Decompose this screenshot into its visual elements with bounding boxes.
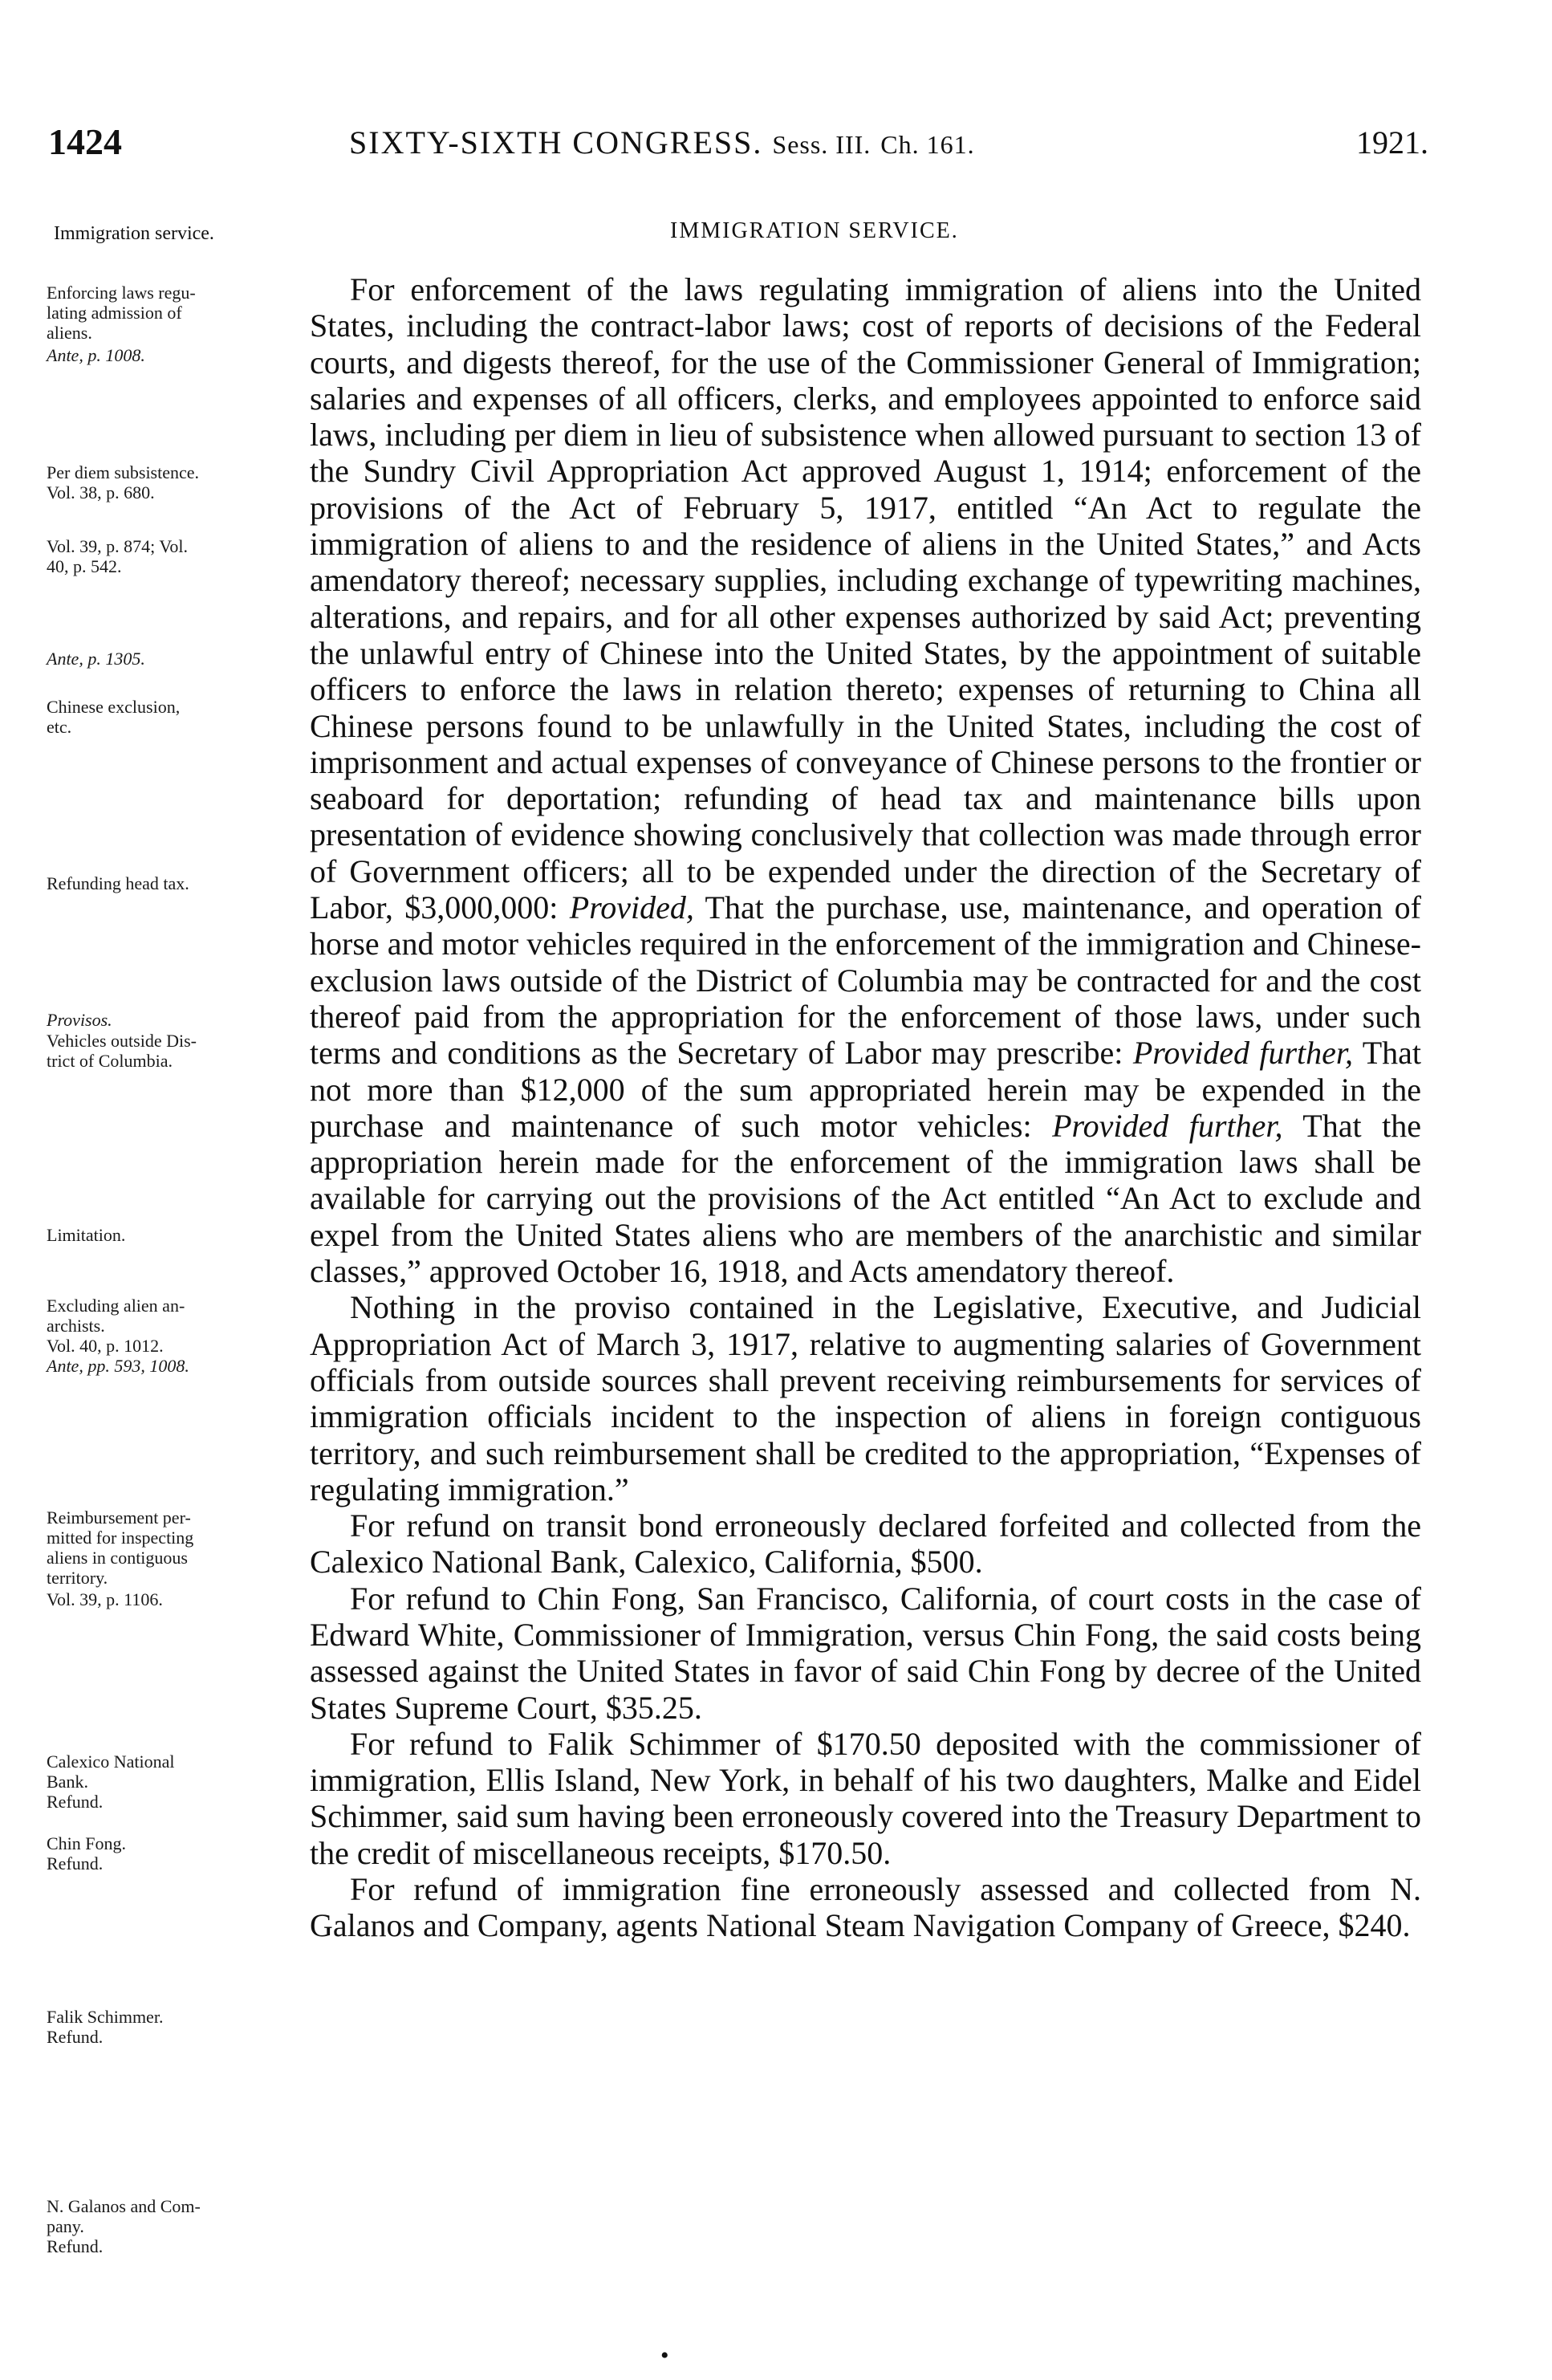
congress-title: SIXTY-SIXTH CONGRESS. <box>349 124 763 161</box>
session-label: Sess. III. <box>772 130 871 159</box>
proviso-word: Provided, <box>569 889 694 926</box>
margin-note-limitation: Limitation. <box>47 1225 126 1245</box>
proviso-word: Provided further, <box>1132 1035 1354 1072</box>
margin-note-enforcing-laws: Enforcing laws regu- lating admission of aliens. <box>47 283 196 343</box>
header-year: 1921. <box>1356 124 1428 161</box>
margin-note-ante-1305: Ante, p. 1305. <box>47 649 145 669</box>
running-header <box>48 120 1428 169</box>
paragraph-calexico-refund: For refund on transit bond erroneously declared forfeited and collected from the Calexico National Bank, Calexico, California, $500. <box>310 1507 1421 1581</box>
body-text <box>310 271 1421 1944</box>
bottom-dot: • <box>660 2342 669 2369</box>
margin-note-galanos: N. Galanos and Com- pany. Refund. <box>47 2196 201 2256</box>
margin-note-calexico: Calexico National Bank. Refund. <box>47 1751 175 1812</box>
margin-note-per-diem: Per diem subsistence. Vol. 38, p. 680. <box>47 462 200 502</box>
margin-note-provisos: Provisos. <box>47 1010 112 1030</box>
paragraph-galanos-refund: For refund of immigration fine erroneously assessed and collected from N. Galanos and Company, agents National Steam Navigation Company of Greece, $240. <box>310 1871 1421 1944</box>
margin-note-vehicles: Vehicles outside Dis- trict of Columbia. <box>47 1031 197 1071</box>
margin-note-ante-1008: Ante, p. 1008. <box>47 345 145 365</box>
paragraph-reimbursement: Nothing in the proviso contained in the Legislative, Executive, and Judicial Appropriation Act of March 3, 1917, relative to augmenting salaries of Government officials from outside sources shall prevent receiving reimbursements for services of immigration officials incident to the inspection of aliens in foreign contiguous territory, and such reimbursement shall be credited to the appropriation, “Expenses of regulating immigration.” <box>310 1289 1421 1507</box>
margin-note-vol40-1012: Vol. 40, p. 1012. <box>47 1336 164 1356</box>
chapter-label: Ch. 161. <box>880 130 975 159</box>
margin-note-vol39-1106: Vol. 39, p. 1106. <box>47 1589 163 1609</box>
section-heading: IMMIGRATION SERVICE. <box>670 218 959 243</box>
page-number: 1424 <box>48 121 122 162</box>
margin-note-reimbursement: Reimbursement per- mitted for inspecting aliens in contiguous territory. <box>47 1507 194 1588</box>
margin-note-chin-fong: Chin Fong. Refund. <box>47 1833 127 1873</box>
margin-note-chinese-exclusion: Chinese exclusion, etc. <box>47 697 181 737</box>
paragraph-falik-refund: For refund to Falik Schimmer of $170.50 deposited with the commissioner of immigration, Ellis Island, New York, in behalf of his two daughters, Malke and Eidel Schimmer, said sum having been erroneously covered into the Treasury Department to the credit of miscellaneous receipts, $170.50. <box>310 1725 1421 1871</box>
proviso-word: Provided further, <box>1052 1107 1283 1144</box>
margin-note-falik: Falik Schimmer. Refund. <box>47 2007 164 2047</box>
paragraph-chin-fong-refund: For refund to Chin Fong, San Francisco, California, of court costs in the case of Edward White, Commissioner of Immigration, versus Chin Fong, the said costs being assessed against the United States in favor of said Chin Fong by decree of the United States Supreme Court, $35.25. <box>310 1580 1421 1726</box>
margin-note-excluding-anarchists: Excluding alien an- archists. <box>47 1296 185 1336</box>
running-title <box>349 124 975 161</box>
paragraph-enforcement: For enforcement of the laws regulating immigration of aliens into the United States, including the contract-labor laws; cost of reports of decisions of the Federal courts, and digests thereof, for the use of the Commissioner General of Immigration; salaries and expenses of all officers, clerks, and employees appointed to enforce said laws, including per diem in lieu of subsistence when allowed pursuant to section 13 of the Sundry Civil Appropriation Act approved August 1, 1914; enforcement of the provisions of the Act of February 5, 1917, entitled “An Act to regulate the immigration of aliens to and the residence of aliens in the United States,” and Acts amendatory thereof; necessary supplies, including exchange of typewriting machines, alterations, and repairs, and for all other expenses authorized by said Act; preventing the unlawful entry of Chinese into the United States, by the appointment of suitable officers to enforce the laws in relation thereto; expenses of returning to China all Chinese persons found to be unlawfully in the United States, including the cost of imprisonment and actual expenses of conveyance of Chinese persons to the frontier or seaboard for deportation; refunding of head tax and maintenance bills upon presentation of evidence showing conclusively that collection was made through error of Government officers; all to be expended under the direction of the Secretary of Labor, $3,000,000: Provided, That the purchase, use, maintenance, and operation of horse and motor vehicles required in the enforcement of the immigration and Chinese-exclusion laws outside of the District of Columbia may be contracted for and the cost thereof paid from the appropriation for the enforcement of those laws, under such terms and conditions as the Secretary of Labor may prescribe: Provided further, That not more than $12,000 of the sum appropriated herein may be expended in the purchase and maintenance of such motor vehicles: Provided further, That the appropriation herein made for the enforcement of the immigration laws shall be available for carrying out the provisions of the Act entitled “An Act to exclude and expel from the United States aliens who are members of the anarchistic and similar classes,” approved October 16, 1918, and Acts amendatory thereof. <box>310 271 1422 1290</box>
section-side-label: Immigration service. <box>54 223 214 244</box>
margin-note-refunding-head-tax: Refunding head tax. <box>47 873 189 893</box>
margin-note-ante-593: Ante, pp. 593, 1008. <box>47 1356 189 1376</box>
margin-note-vol39-874: Vol. 39, p. 874; Vol. 40, p. 542. <box>47 536 189 576</box>
